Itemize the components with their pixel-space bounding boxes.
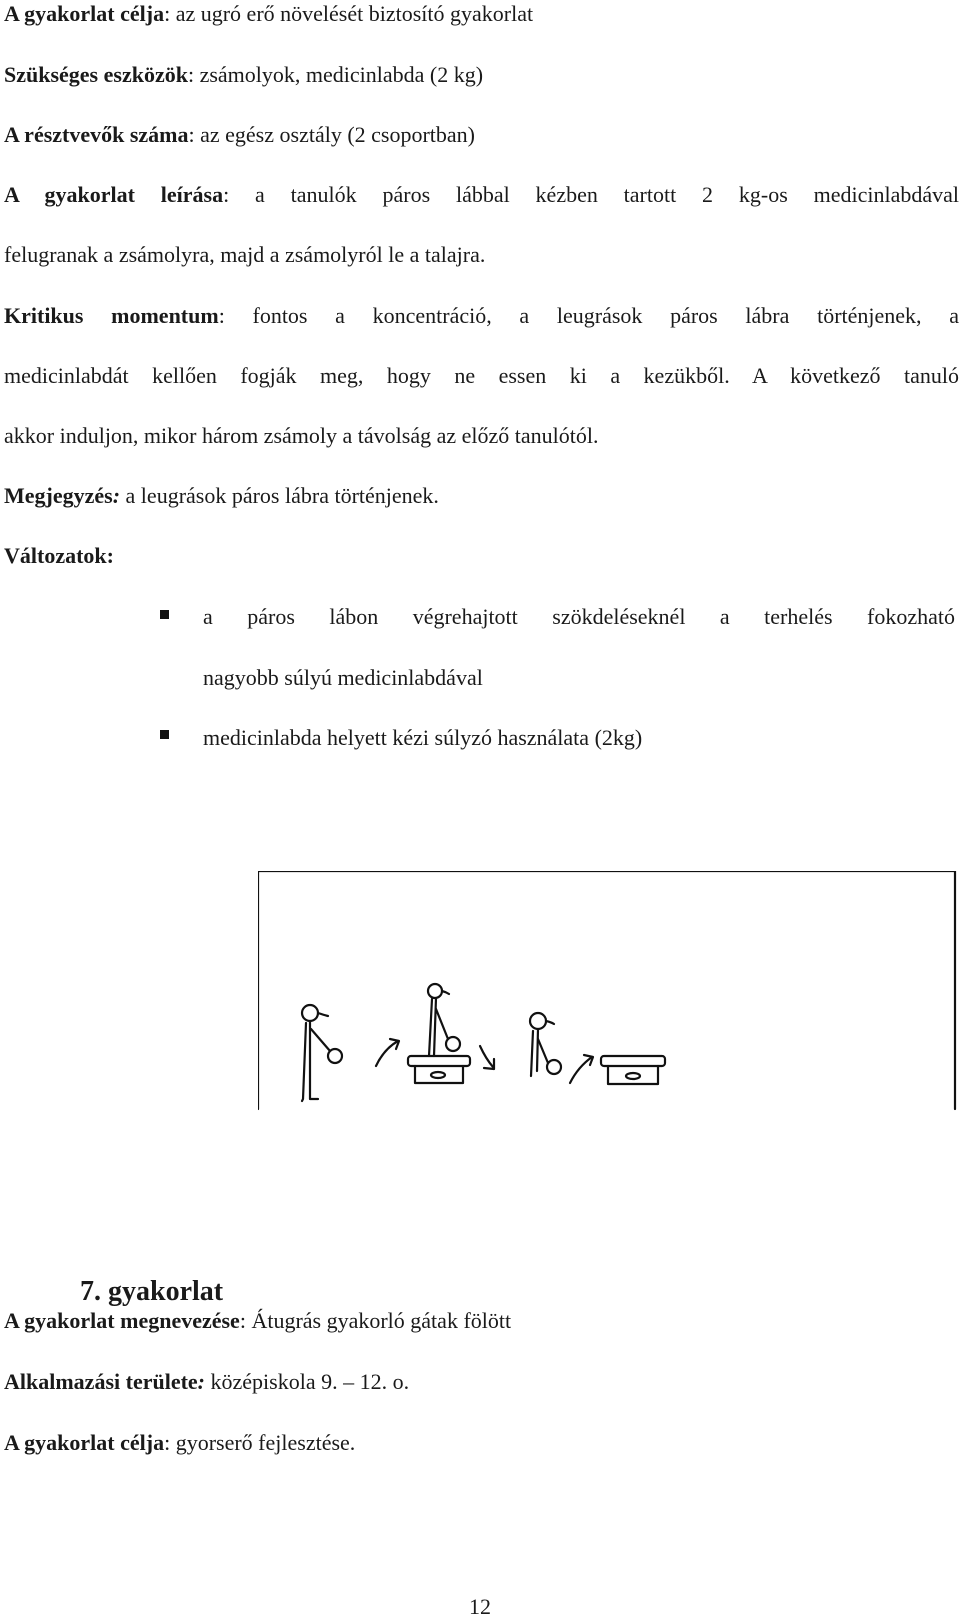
application-area-colon: : [197, 1369, 205, 1394]
note-text: a leugrások páros lábra történjenek. [120, 483, 439, 508]
stick-figure-3-icon [530, 1013, 561, 1076]
application-area-label: Alkalmazási területe [4, 1369, 198, 1394]
illustration-frame [258, 871, 955, 1109]
arrow-down-right-icon [480, 1046, 494, 1069]
exercise-name-text: : Átugrás gyakorló gátak fölött [239, 1308, 512, 1333]
variants-label: Változatok: [4, 543, 114, 568]
exercise-illustration [258, 871, 958, 1116]
bench-1-icon [408, 1056, 470, 1083]
variant-2-line-1: medicinlabda helyett kézi súlyzó használata (2kg) [203, 725, 643, 750]
exercise-name-line [4, 1308, 511, 1334]
arrow-up-right-icon [376, 1039, 399, 1066]
bullet-icon [160, 610, 169, 619]
exercise-goal-label: A gyakorlat célja [4, 1430, 165, 1455]
application-area-text: középiskola 9. – 12. o. [205, 1369, 410, 1394]
tools-line [4, 62, 483, 88]
variant-1-line-1: a páros lábon végrehajtott szökdeléseknél a terhelés fokozható [203, 604, 955, 629]
participants-text: : az egész osztály (2 csoportban) [188, 122, 476, 147]
description-line-1 [4, 182, 959, 208]
critical-line-1 [4, 303, 959, 329]
stick-figure-1-icon [302, 1005, 342, 1101]
description-text-1: : a tanulók páros lábbal kézben tartott 2 kg-os medicinlabdával [223, 182, 959, 207]
note-colon: : [112, 483, 121, 508]
goal-line [4, 1, 533, 27]
medicine-ball-icon [328, 1049, 342, 1063]
application-area-line [4, 1369, 409, 1395]
page-number: 12 [469, 1594, 491, 1619]
medicine-ball-icon [446, 1037, 460, 1051]
goal-text: : az ugró erő növelését biztosító gyakorlat [164, 1, 534, 26]
exercise-goal-line [4, 1430, 355, 1456]
goal-label: A gyakorlat célja [4, 1, 165, 26]
critical-line-3: akkor induljon, mikor három zsámoly a távolság az előző tanulótól. [4, 423, 599, 448]
participants-line [4, 122, 475, 148]
tools-label: Szükséges eszközök [4, 62, 188, 87]
description-label: A gyakorlat leírása [4, 182, 224, 207]
exercise-heading: 7. gyakorlat [80, 1276, 224, 1307]
exercise-goal-text: : gyorserő fejlesztése. [164, 1430, 356, 1455]
arrow-up-right-icon [570, 1055, 593, 1083]
variant-1-line-2: nagyobb súlyú medicinlabdával [203, 665, 483, 690]
medicine-ball-icon [547, 1060, 561, 1074]
bench-2-icon [601, 1056, 665, 1084]
note-label: Megjegyzés [4, 483, 113, 508]
bullet-icon [160, 730, 169, 739]
critical-line-2: medicinlabdát kellően fogják meg, hogy ne essen ki a kezükből. A következő tanuló [4, 363, 959, 388]
note-line [4, 483, 439, 509]
critical-label: Kritikus momentum [4, 303, 219, 328]
critical-text-1: : fontos a koncentráció, a leugrások páros lábra történjenek, a [218, 303, 959, 328]
exercise-name-label: A gyakorlat megnevezése [4, 1308, 240, 1333]
description-line-2: felugranak a zsámolyra, majd a zsámolyról le a talajra. [4, 242, 486, 267]
stick-figure-2-icon [428, 984, 460, 1056]
tools-text: : zsámolyok, medicinlabda (2 kg) [187, 62, 484, 87]
participants-label: A résztvevők száma [4, 122, 189, 147]
